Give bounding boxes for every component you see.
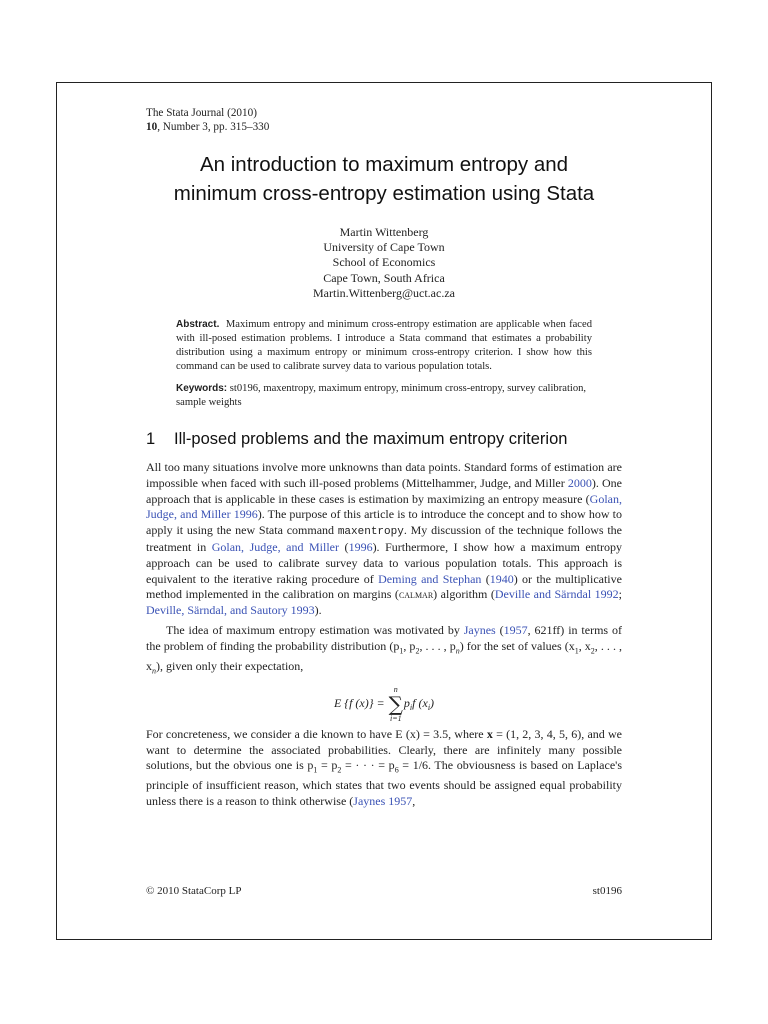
para3-text: = p — [317, 758, 338, 773]
para3-text: = (1, 2, 3, 4, 5, 6), and we want to determine the associated probabilities. Clearly, there are infinitely many possible solutions, but the obvious one is p — [146, 726, 622, 773]
article-title-line2: minimum cross-entropy estimation using Stata — [173, 182, 595, 205]
para1-text: ). — [314, 602, 322, 617]
summation-lower: i=1 — [389, 713, 402, 723]
citation-link[interactable]: Deville, Särndal, and Sautory 1993 — [146, 602, 315, 617]
citation-link[interactable]: Deming and Stephan — [378, 571, 482, 586]
author-name: Martin Wittenberg — [339, 225, 429, 239]
para3-text: = · · · = p — [341, 758, 395, 773]
command-name: maxentropy — [337, 525, 404, 538]
author-department: School of Economics — [332, 255, 436, 270]
section-number: 1 — [146, 430, 156, 449]
calmar-label: calmar — [398, 587, 434, 602]
author-email[interactable]: Martin.Wittenberg@uct.ac.za — [313, 285, 455, 300]
para1-text: ; — [618, 587, 623, 602]
author-block — [146, 225, 622, 301]
article-page — [146, 106, 622, 809]
para1-text: ( — [481, 571, 490, 586]
copyright-notice: © 2010 StataCorp LP — [146, 885, 242, 897]
citation-link[interactable]: 2000 — [567, 476, 592, 491]
author-location: Cape Town, South Africa — [323, 270, 445, 285]
para1-text: . My discussion of the technique follows the treatment in — [146, 522, 622, 555]
para2-text: The idea of maximum entropy estimation was motivated by — [166, 623, 464, 638]
citation-link[interactable]: Golan, Judge, and Miller 1996 — [146, 491, 622, 522]
equation-rhs: ) — [430, 695, 435, 710]
equation-lhs: E {f (x)} = — [333, 695, 388, 710]
para2-text: , p — [403, 638, 416, 653]
author-affiliation: University of Cape Town — [323, 240, 445, 255]
expectation-equation — [146, 685, 622, 723]
para2-text: ), given only their expectation, — [156, 658, 304, 673]
journal-volume: 10 — [146, 121, 158, 133]
equation-rhs: p — [403, 695, 410, 710]
citation-link[interactable]: 1996 — [348, 540, 373, 555]
keywords-label: Keywords: — [176, 382, 228, 394]
citation-link[interactable]: Jaynes — [463, 623, 496, 638]
para2-text: , x — [578, 638, 591, 653]
citation-link[interactable]: 1957 — [503, 623, 528, 638]
journal-issue — [146, 120, 622, 134]
section-title: Ill-posed problems and the maximum entropy criterion — [174, 430, 568, 449]
para1-text: ) or the multiplicative method implemented in the calibration on margins ( — [146, 571, 622, 602]
summation-upper: n — [393, 684, 398, 694]
para1-text: ). One approach that is applicable in these cases is estimation by maximizing an entropy measure ( — [146, 476, 622, 506]
citation-link[interactable]: 1940 — [489, 571, 514, 586]
equation-subscript: i — [409, 703, 413, 713]
para1-text: ). Furthermore, I show how a maximum entropy approach can be used to calibrate survey data to various population totals. This approach is equivalent to the iterative raking procedure of — [146, 540, 622, 586]
keywords — [176, 382, 592, 410]
para3-text: , — [412, 793, 416, 808]
abstract-text: Maximum entropy and minimum cross-entropy estimation are applicable when faced with ill-posed estimation problems. I introduce a Stata command that estimates a probability distribution using a maximum entropy or minimum cross-entropy criterion. I show how this command can be used to calibrate survey data to various population totals. — [176, 319, 593, 372]
para1-text: ( — [339, 540, 349, 555]
journal-issue-pages: , Number 3, pp. 315–330 — [157, 121, 270, 133]
para1-text: ). The purpose of this article is to introduce the concept and to show how to apply it using the new Stata command — [146, 507, 622, 537]
para2-text: ) for the set of values (x — [459, 638, 575, 653]
bold-vector-x: x — [486, 726, 493, 741]
paragraph-1 — [146, 460, 622, 618]
citation-link[interactable]: Golan, Judge, and Miller — [211, 540, 340, 555]
para2-text: , 621ff) in terms of the problem of finding the probability distribution (p — [146, 623, 622, 653]
para3-text: = 1/6. The obviousness is based on Laplace's principle of insufficient reason, which states that two events should be assigned equal probability unless there is a reason to think otherwise ( — [146, 758, 622, 808]
paragraph-3: For concreteness, we consider a die known to have E (x) = 3.5, where x = (1, 2, 3, 4, 5, 6), and we want to determine the associated probabilities. Clearly, there are infinitely many possible solutions, but the obvious one is $p_1 = p_2$ = · · · = $p_6 = 1/6$. The obviousness is based on Laplace's principle of insufficient reason, which states that two events should be assigned equal probability unless there is a reason to think otherwise (Jaynes 1957, — [146, 726, 622, 808]
para2-text: , . . . , x — [146, 638, 623, 673]
keywords-text: st0196, maxentropy, maximum entropy, minimum cross-entropy, survey calibration, sample weights — [176, 382, 587, 408]
equation-rhs: f (x — [412, 695, 428, 710]
article-title — [146, 150, 622, 208]
equation-subscript: i — [427, 703, 431, 713]
abstract-label: Abstract. — [176, 319, 220, 331]
summation-sign: ∑ — [388, 691, 403, 716]
journal-name: The Stata Journal (2010) — [146, 107, 257, 119]
article-code: st0196 — [592, 885, 622, 897]
article-title-line1: An introduction to maximum entropy and — [199, 153, 569, 176]
paragraph-2: The idea of maximum entropy estimation was motivated by Jaynes (1957, 621ff) in terms of the problem of finding the probability distribution ($p_1$, $p_2$, . . . , $p_n$) for the set of values ($x_1$, $x_2$, . . . , $x_n$), given only their expectation, — [146, 623, 623, 676]
para3-text: For concreteness, we consider a die known to have E (x) = 3.5, where — [146, 726, 487, 741]
para2-text: ( — [495, 623, 504, 638]
para1-text: All too many situations involve more unknowns than data points. Standard forms of estimation are impossible when faced with such ill-posed problems (Mittelhammer, Judge, and Miller — [146, 460, 622, 491]
section-heading — [146, 428, 622, 450]
citation-link[interactable]: Jaynes 1957 — [353, 793, 413, 808]
citation-link[interactable]: Deville and Särndal 1992 — [494, 587, 619, 602]
para1-text: ) algorithm ( — [433, 587, 495, 602]
para2-text: , . . . , p — [419, 638, 456, 653]
summation-symbol — [389, 685, 403, 723]
abstract — [176, 318, 592, 374]
